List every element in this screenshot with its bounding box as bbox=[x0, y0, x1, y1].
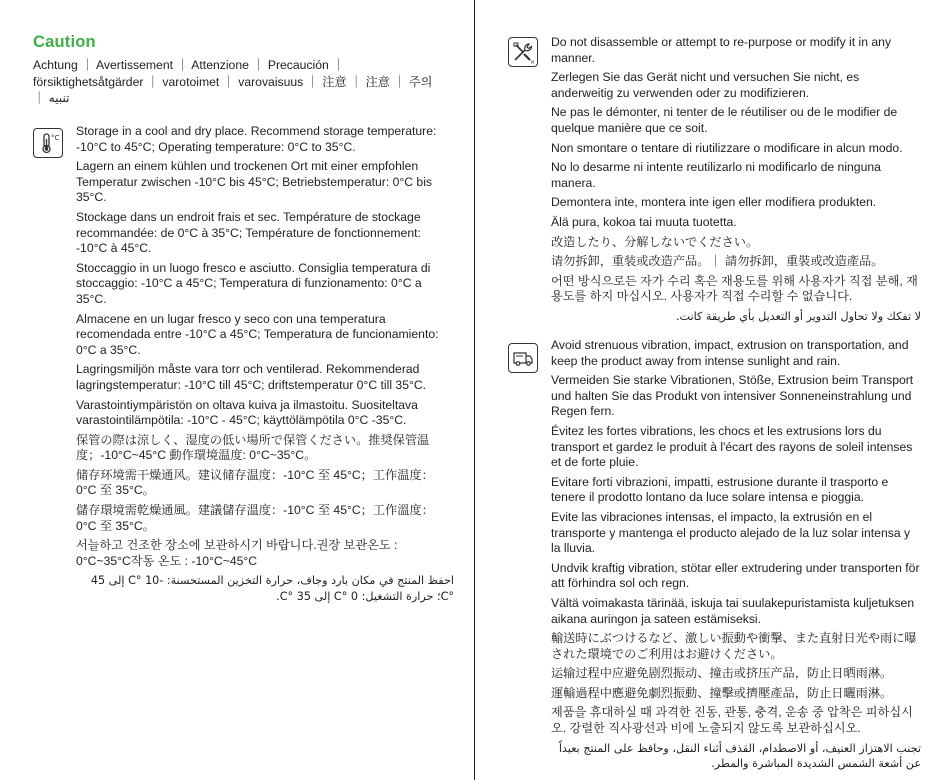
storage-ko: 서늘하고 건조한 장소에 보관하시기 바랍니다.권장 보관온도 : 0°C~35°C작동 온도 : -10°C~45°C bbox=[76, 538, 398, 568]
page-divider bbox=[474, 0, 475, 780]
vibration-fr: Évitez les fortes vibrations, les chocs et les extrusions lors du transport et gardez le produit à l'écart des rayons de soleil intenses et de forte pluie. bbox=[551, 423, 913, 470]
disassemble-ko: 어떤 방식으로든 자가 수리 혹은 재용도를 위해 사용자가 직접 분해, 재용도를 하지 마십시오. 사용자가 직접 수리할 수 없습니다. bbox=[551, 273, 918, 304]
vibration-zh-cn: 运输过程中应避免剧烈振动、撞击或挤压产品，防止日晒雨淋。 bbox=[551, 666, 893, 681]
vibration-sv: Undvik kraftig vibration, stötar eller extrudering under transporten för att förhindra sol och regn. bbox=[551, 560, 920, 591]
svg-text:°C: °C bbox=[51, 134, 60, 142]
disassemble-fr: Ne pas le démonter, ni tenter de le réutiliser ou de le modifier de quelque manière que ce soit. bbox=[551, 105, 898, 135]
svg-text:×: × bbox=[530, 59, 535, 64]
storage-fr: Stockage dans un endroit frais et sec. Température de stockage recommandée: de 0°C à 35°C; Température de fonctionnement: -10°C à 45°C. bbox=[76, 209, 421, 256]
vibration-ko: 제품을 휴대하실 때 과격한 진동, 관통, 충격, 운송 중 압착은 피하십시오. 강렬한 직사광선과 비에 노출되지 않도록 보관하십시오. bbox=[551, 705, 913, 736]
storage-it: Stoccaggio in un luogo fresco e asciutto. Consiglia temperatura di stoccaggio: -10°C a 45°C; Temperatura di funzionamento: 0°C a 35°C. bbox=[76, 260, 431, 306]
disassemble-de: Zerlegen Sie das Gerät nicht und versuchen Sie nicht, es anderweitig zu verwenden oder zu modifizieren. bbox=[551, 70, 860, 100]
storage-zh-cn: 储存环境需干燥通风。建议储存温度：-10°C 至 45°C；工作温度：0°C 至 35°C。 bbox=[76, 467, 434, 498]
storage-de: Lagern an einem kühlen und trockenen Ort mit einer empfohlen Temperatur zwischen -10°C bis 45°C; Betriebstemperatur: 0°C bis 35°C. bbox=[76, 159, 433, 205]
no-tools-icon bbox=[508, 37, 538, 67]
disassemble-zh: 请勿拆卸，重装或改造产品。｜ 請勿拆卸，重裝或改造產品。 bbox=[551, 254, 884, 269]
storage-fi: Varastointiympäristön on oltava kuiva ja ilmastoitu. Suositeltava varastointilämpötila: -10°C - 45°C; käyttölämpötila 0°C -35°C. bbox=[76, 397, 418, 428]
delivery-van-icon bbox=[508, 343, 538, 373]
disassemble-en: Do not disassemble or attempt to re-purpose or modify it in any manner. bbox=[551, 35, 892, 65]
vibration-de: Vermeiden Sie starke Vibrationen, Stöße, Extrusion beim Transport und halten Sie das Produkt von intensiver Sonneneinstrahlung und Regen fern. bbox=[551, 373, 914, 419]
storage-sv: Lagringsmiljön måste vara torr och ventilerad. Rekommenderad lagringstemperatur: -10°C till 45°C; driftstemperatur 0°C till 35°C. bbox=[76, 362, 427, 392]
disassemble-sv: Demontera inte, montera inte igen eller modifiera produkten. bbox=[551, 195, 877, 210]
thermometer-icon bbox=[33, 128, 63, 158]
vibration-section bbox=[551, 338, 921, 776]
disassemble-es: No lo desarme ni intente reutilizarlo ni modificarlo de ninguna manera. bbox=[551, 160, 881, 190]
storage-ja: 保管の際は涼しく、湿度の低い場所で保管ください。推奨保管温度；-10°C~45°C 動作環境温度: 0°C~35°C。 bbox=[76, 432, 430, 463]
vibration-ar: تجنب الاهتزاز العنيف، أو الاصطدام، القذف أثناء النقل، وحافظ على المنتج بعيداً عن أشعة الشمس الشديدة المباشرة والمطر. bbox=[558, 741, 921, 771]
disassemble-section bbox=[551, 35, 921, 329]
disassemble-ja: 改造したり、分解しないでください。 bbox=[551, 234, 759, 249]
caution-languages: Achtung ｜ Avertissement ｜ Attenzione ｜ Precaución ｜ försiktighetsåtgärder ｜ varotoimet ｜ varovaisuus ｜ 注意 ｜ 注意 ｜ 주의 ｜ تنبيه bbox=[33, 58, 433, 105]
caution-title: Caution bbox=[33, 33, 96, 51]
vibration-en: Avoid strenuous vibration, impact, extrusion on transportation, and keep the product away from intense sunlight and rain. bbox=[551, 338, 909, 368]
disassemble-ar: لا تفكك ولا تحاول التدوير أو التعديل بأي طريقة كانت. bbox=[675, 309, 921, 323]
vibration-zh-tw: 運輸過程中應避免劇烈振動、撞擊或擠壓產品，防止日曬雨淋。 bbox=[551, 685, 893, 700]
disassemble-fi: Älä pura, kokoa tai muuta tuotetta. bbox=[551, 214, 737, 229]
storage-section bbox=[76, 124, 454, 609]
vibration-ja: 輸送時にぶつけるなど、激しい振動や衝撃、また直射日光や雨に曝された環境でのご利用はお避けください。 bbox=[551, 631, 917, 661]
storage-es: Almacene en un lugar fresco y seco con una temperatura recomendada entre -10°C a 45°C; Temperatura de funcionamiento: 0°C a 35°C. bbox=[76, 311, 439, 357]
vibration-it: Evitare forti vibrazioni, impatti, estrusione durante il trasporto e tenere il prodotto lontano da luce solare intensa e pioggia. bbox=[551, 474, 889, 505]
storage-en: Storage in a cool and dry place. Recommend storage temperature: -10°C to 45°C; Operating temperature: 0°C to 35°C. bbox=[76, 124, 437, 154]
storage-ar: احفظ المنتج في مكان بارد وجاف، حرارة التخزين المستحسنة: -10 °C إلى 45 °C؛ حرارة التشغيل: 0 °C إلى 35 °C. bbox=[90, 574, 454, 604]
storage-zh-tw: 儲存環境需乾燥通風。建議儲存溫度：-10°C 至 45°C；工作溫度：0°C 至 35°C。 bbox=[76, 503, 434, 533]
disassemble-it: Non smontare o tentare di riutilizzare o modificare in alcun modo. bbox=[551, 140, 903, 155]
vibration-fi: Vältä voimakasta tärinää, iskuja tai suulakepuristamista kuljetuksen aikana auringon ja sateen estämiseksi. bbox=[551, 595, 915, 626]
vibration-es: Evite las vibraciones intensas, el impacto, la extrusión en el transporte y mantenga el producto alejado de la luz solar intensa y la lluvia. bbox=[551, 509, 911, 556]
